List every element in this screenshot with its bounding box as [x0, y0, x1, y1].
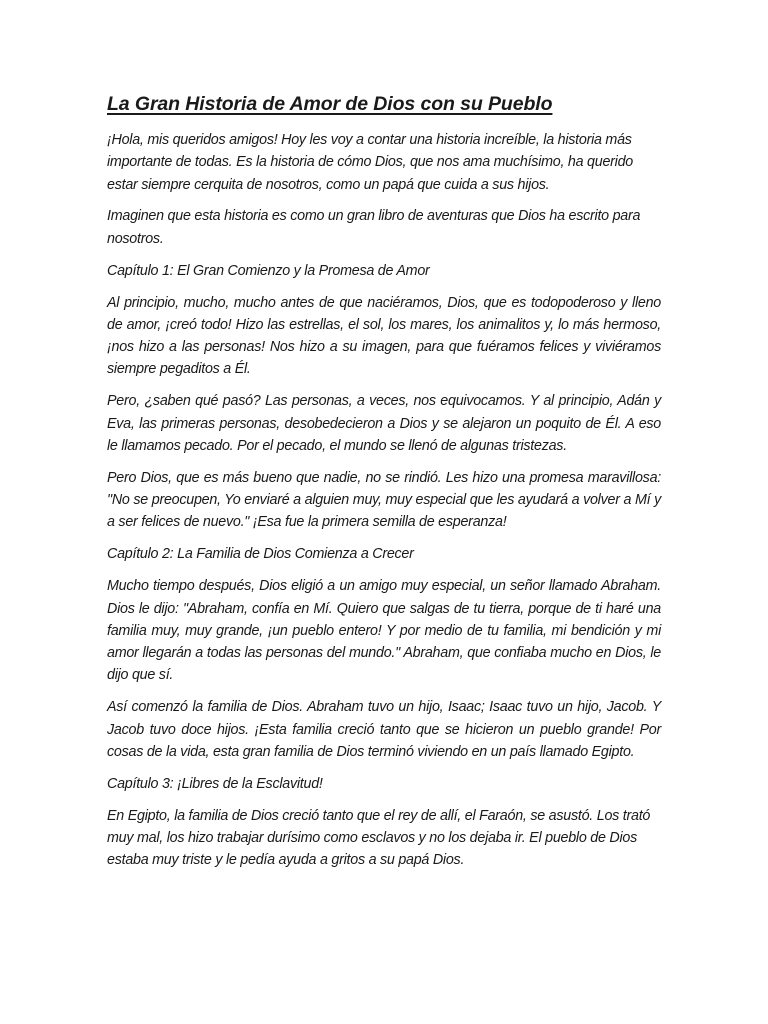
document-title: La Gran Historia de Amor de Dios con su Pueblo	[107, 93, 553, 115]
chapter-1-paragraph-1: Al principio, mucho, mucho antes de que naciéramos, Dios, que es todopoderoso y lleno de amor, ¡creó todo! Hizo las estrellas, el sol, los mares, los animalitos y, lo más hermoso, ¡nos hizo a las personas! Nos hizo a su imagen, para que fuéramos felices y viviéramos siempre pegaditos a Él.	[107, 294, 661, 378]
chapter-3-paragraph-1: En Egipto, la familia de Dios creció tanto que el rey de allí, el Faraón, se asustó. Los trató muy mal, los hizo trabajar durísimo como esclavos y no los dejaba ir. El pueblo de Dios estaba muy triste y le pedía ayuda a gritos a su papá Dios.	[107, 807, 651, 869]
chapter-2-paragraph-1: Mucho tiempo después, Dios eligió a un amigo muy especial, un señor llamado Abraham. Dios le dijo: "Abraham, confía en Mí. Quiero que salgas de tu tierra, porque de ti haré una familia muy, muy grande, ¡un pueblo entero! Y por medio de tu familia, mi bendición y mi amor llegarán a todas las personas del mundo." Abraham, que confiaba mucho en Dios, le dijo que sí.	[107, 578, 661, 684]
intro-paragraph-1: ¡Hola, mis queridos amigos! Hoy les voy a contar una historia increíble, la historia más importante de todas. Es la historia de cómo Dios, que nos ama muchísimo, ha querido estar siempre cerquita de nosotros, como un papá que cuida a sus hijos.	[107, 132, 633, 193]
chapter-2-heading: Capítulo 2: La Familia de Dios Comienza a Crecer	[107, 546, 414, 563]
chapter-1-paragraph-2: Pero, ¿saben qué pasó? Las personas, a veces, nos equivocamos. Y al principio, Adán y Eva, las primeras personas, desobedecieron a Dios y se alejaron un poquito de Él. A eso le llamamos pecado. Por el pecado, el mundo se llenó de algunas tristezas.	[107, 393, 661, 454]
chapter-3-heading: Capítulo 3: ¡Libres de la Esclavitud!	[107, 775, 323, 792]
document-page	[107, 92, 661, 881]
chapter-1-heading: Capítulo 1: El Gran Comienzo y la Promesa de Amor	[107, 262, 430, 279]
intro-paragraph-2: Imaginen que esta historia es como un gran libro de aventuras que Dios ha escrito para nosotros.	[107, 208, 641, 247]
chapter-1-paragraph-3: Pero Dios, que es más bueno que nadie, no se rindió. Les hizo una promesa maravillosa: "No se preocupen, Yo enviaré a alguien muy, muy especial que les ayudará a volver a Mí y a ser felices de nuevo." ¡Esa fue la primera semilla de esperanza!	[107, 469, 661, 531]
chapter-2-paragraph-2: Así comenzó la familia de Dios. Abraham tuvo un hijo, Isaac; Isaac tuvo un hijo, Jacob. Y Jacob tuvo doce hijos. ¡Esta familia creció tanto que se hicieron un pueblo grande! Por cosas de la vida, esta gran familia de Dios terminó viviendo en un país llamado Egipto.	[107, 699, 661, 760]
